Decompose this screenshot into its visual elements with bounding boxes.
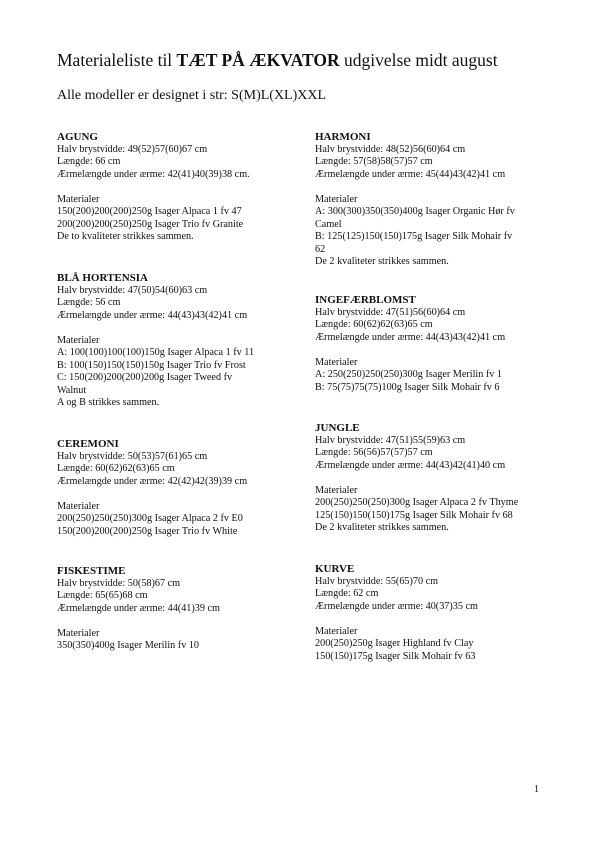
material-line: 350(350)400g Isager Merilin fv 10 xyxy=(57,640,200,651)
model-section xyxy=(57,438,312,538)
material-line: 200(250)250g Isager Highland fv Clay xyxy=(315,638,474,649)
model-name: FISKESTIME xyxy=(57,565,126,577)
material-line: B: 125(125)150(150)175g Isager Silk Mohair fv xyxy=(315,231,513,242)
material-line: 62 xyxy=(315,243,326,255)
material-line: 200(250)250(250)300g Isager Alpaca 2 fv Thyme xyxy=(315,497,519,508)
material-line: 125(150)150(150)175g Isager Silk Mohair fv 68 xyxy=(315,509,513,521)
measure-line: Længde: 60(62)62(63)65 cm xyxy=(57,463,175,474)
measure-line: Halv brystvidde: 49(52)57(60)67 cm xyxy=(57,143,208,155)
model-name: BLÅ HORTENSIA xyxy=(57,272,148,284)
measure-line: Længde: 56 cm xyxy=(57,297,121,308)
materials-label: Materialer xyxy=(57,193,100,205)
page-title xyxy=(57,50,498,71)
page-subtitle: Alle modeller er designet i str: S(M)L(XL)XXL xyxy=(57,88,327,103)
measure-line: Halv brystvidde: 47(51)55(59)63 cm xyxy=(315,434,466,446)
model-name: KURVE xyxy=(315,563,355,575)
material-line: Camel xyxy=(315,218,342,230)
material-line: 150(200)200(200)250g Isager Alpaca 1 fv 47 xyxy=(57,206,242,217)
model-name: JUNGLE xyxy=(315,422,360,434)
materials-label: Materialer xyxy=(57,500,100,512)
measure-line: Ærmelængde under ærme: 40(37)35 cm xyxy=(315,600,478,612)
material-line: De 2 kvaliteter strikkes sammen. xyxy=(315,256,449,267)
measure-line: Ærmelængde under ærme: 44(41)39 cm xyxy=(57,602,220,614)
material-line: 150(150)175g Isager Silk Mohair fv 63 xyxy=(315,650,476,662)
material-line: A: 250(250)250(250)300g Isager Merilin fv 1 xyxy=(315,369,503,380)
material-line: 200(250)250(250)300g Isager Alpaca 2 fv E0 xyxy=(57,513,243,524)
material-line: De 2 kvaliteter strikkes sammen. xyxy=(315,522,449,533)
measure-line: Halv brystvidde: 47(51)56(60)64 cm xyxy=(315,306,466,318)
material-line: 200(200)200(250)250g Isager Trio fv Granite xyxy=(57,218,244,230)
spacer xyxy=(57,322,312,335)
model-name: AGUNG xyxy=(57,131,98,143)
materials-label: Materialer xyxy=(315,625,358,637)
model-section xyxy=(315,131,570,269)
materials-label: Materialer xyxy=(315,356,358,368)
material-line: B: 75(75)75(75)100g Isager Silk Mohair fv 6 xyxy=(315,381,500,393)
measure-line: Ærmelængde under ærme: 45(44)43(42)41 cm xyxy=(315,168,506,180)
spacer xyxy=(57,488,312,501)
measure-line: Længde: 60(62)62(63)65 cm xyxy=(315,319,433,330)
material-line: 150(200)200(200)250g Isager Trio fv White xyxy=(57,525,238,537)
measure-line: Længde: 62 cm xyxy=(315,588,379,599)
model-section xyxy=(315,294,570,394)
model-section xyxy=(57,565,312,653)
model-name: CEREMONI xyxy=(57,438,119,450)
model-section xyxy=(315,563,570,663)
materials-label: Materialer xyxy=(315,193,358,205)
material-line: De to kvaliteter strikkes sammen. xyxy=(57,231,194,242)
title-suffix: udgivelse midt august xyxy=(339,50,498,70)
measure-line: Halv brystvidde: 50(58)67 cm xyxy=(57,577,181,589)
measure-line: Ærmelængde under ærme: 42(41)40(39)38 cm. xyxy=(57,168,250,180)
measure-line: Ærmelængde under ærme: 44(43)43(42)41 cm xyxy=(315,331,506,343)
model-name: HARMONI xyxy=(315,131,371,143)
spacer xyxy=(315,181,570,194)
spacer xyxy=(315,613,570,626)
model-section xyxy=(57,272,312,410)
material-line: C: 150(200)200(200)200g Isager Tweed fv xyxy=(57,372,233,383)
spacer xyxy=(57,181,312,194)
material-line: A: 100(100)100(100)150g Isager Alpaca 1 fv 11 xyxy=(57,347,255,358)
material-line: A og B strikkes sammen. xyxy=(57,397,160,408)
measure-line: Halv brystvidde: 50(53)57(61)65 cm xyxy=(57,450,208,462)
title-prefix: Materialeliste til xyxy=(57,50,177,70)
materials-label: Materialer xyxy=(57,334,100,346)
spacer xyxy=(315,344,570,357)
measure-line: Længde: 66 cm xyxy=(57,156,121,167)
model-section xyxy=(315,422,570,535)
materials-label: Materialer xyxy=(315,484,358,496)
measure-line: Ærmelængde under ærme: 42(42)42(39)39 cm xyxy=(57,475,248,487)
measure-line: Ærmelængde under ærme: 44(43)43(42)41 cm xyxy=(57,309,248,321)
measure-line: Længde: 57(58)58(57)57 cm xyxy=(315,156,433,167)
material-line: Walnut xyxy=(57,384,87,396)
spacer xyxy=(57,615,312,628)
title-bold: TÆT PÅ ÆKVATOR xyxy=(176,50,340,70)
model-name: INGEFÆRBLOMST xyxy=(315,294,416,306)
measure-line: Ærmelængde under ærme: 44(43)42(41)40 cm xyxy=(315,459,506,471)
materials-label: Materialer xyxy=(57,627,100,639)
page-number: 1 xyxy=(534,784,539,795)
spacer xyxy=(315,472,570,485)
measure-line: Længde: 56(56)57(57)57 cm xyxy=(315,447,433,458)
material-line: A: 300(300)350(350)400g Isager Organic Hør fv xyxy=(315,206,515,217)
measure-line: Halv brystvidde: 48(52)56(60)64 cm xyxy=(315,143,466,155)
material-line: B: 100(150)150(150)150g Isager Trio fv Frost xyxy=(57,359,246,371)
measure-line: Længde: 65(65)68 cm xyxy=(57,590,148,601)
measure-line: Halv brystvidde: 47(50)54(60)63 cm xyxy=(57,284,208,296)
model-section xyxy=(57,131,312,244)
measure-line: Halv brystvidde: 55(65)70 cm xyxy=(315,575,439,587)
